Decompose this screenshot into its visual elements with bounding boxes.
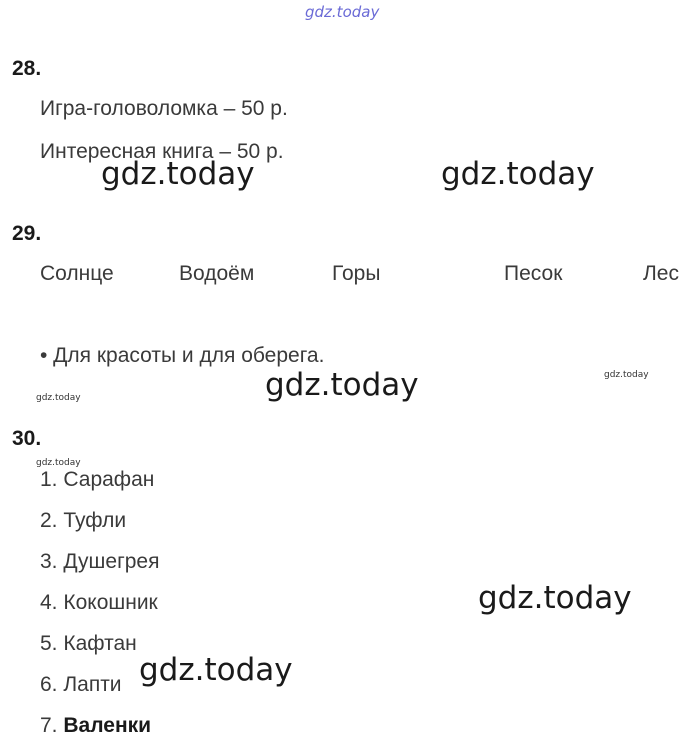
list-item-number: 3. xyxy=(40,550,58,573)
list-item-number: 7. xyxy=(40,714,58,737)
task-30-number: 30. xyxy=(12,427,42,450)
list-item xyxy=(40,468,154,492)
task-29-number: 29. xyxy=(12,222,42,245)
list-item-text: Валенки xyxy=(63,714,152,737)
list-item-number: 6. xyxy=(40,673,58,696)
watermark-large: gdz.today xyxy=(139,652,293,688)
watermark-large: gdz.today xyxy=(478,580,632,616)
task-29-word-sun: Солнце xyxy=(40,262,114,285)
task-29-word-forest: Лес xyxy=(643,262,679,285)
task-29-word-mountains: Горы xyxy=(332,262,381,285)
list-item xyxy=(40,550,159,574)
list-item-number: 5. xyxy=(40,632,58,655)
list-item-text: Туфли xyxy=(63,509,127,532)
task-28-line-2: Интересная книга – 50 р. xyxy=(40,140,284,163)
list-item xyxy=(40,673,122,697)
list-item xyxy=(40,714,151,738)
list-item-text: Лапти xyxy=(63,673,122,696)
watermark-small: gdz.today xyxy=(604,370,649,380)
watermark-large: gdz.today xyxy=(101,156,255,192)
task-29-word-pond: Водоём xyxy=(179,262,255,285)
task-29-bullet: • Для красоты и для оберега. xyxy=(40,344,325,367)
watermark-small: gdz.today xyxy=(36,393,81,403)
list-item-text: Кокошник xyxy=(63,591,158,614)
list-item-text: Сарафан xyxy=(63,468,155,491)
list-item-number: 4. xyxy=(40,591,58,614)
list-item xyxy=(40,591,158,615)
watermark-large: gdz.today xyxy=(265,367,419,403)
watermark-small: gdz.today xyxy=(36,458,81,468)
list-item xyxy=(40,509,126,533)
list-item-number: 2. xyxy=(40,509,58,532)
list-item-text: Душегрея xyxy=(63,550,160,573)
header-watermark: gdz.today xyxy=(305,3,380,21)
list-item-number: 1. xyxy=(40,468,58,491)
task-29-word-sand: Песок xyxy=(504,262,563,285)
task-28-line-1: Игра-головоломка – 50 р. xyxy=(40,97,288,120)
list-item-text: Кафтан xyxy=(63,632,137,655)
task-28-number: 28. xyxy=(12,57,42,80)
watermark-large: gdz.today xyxy=(441,156,595,192)
list-item xyxy=(40,632,137,656)
